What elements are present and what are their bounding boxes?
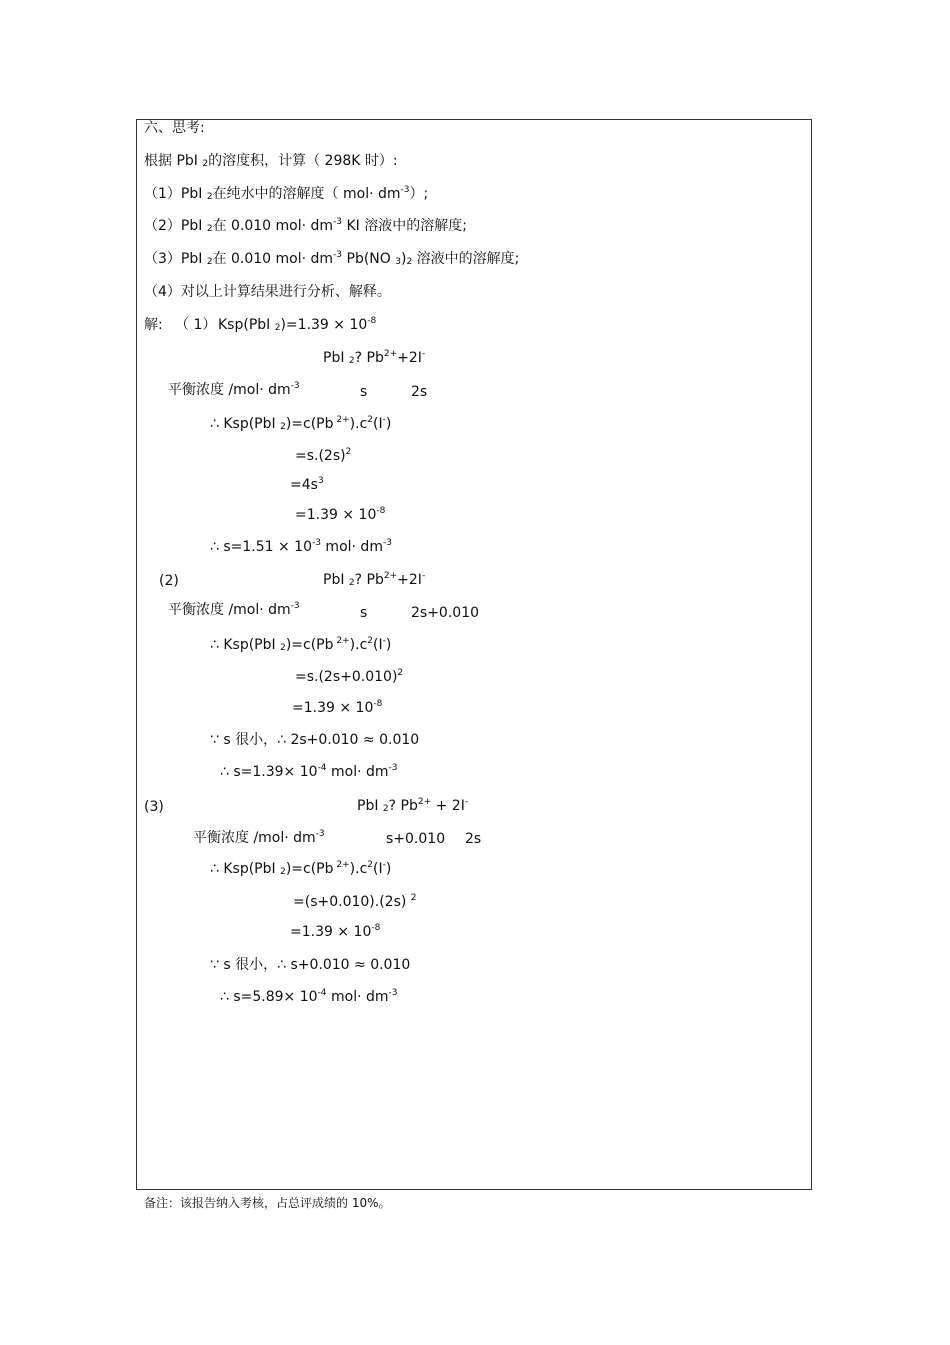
part1-step2: $=s.(2s)^2$ [295,447,352,464]
question-4: （4）对以上计算结果进行分析、解释。 [144,284,391,300]
report-frame [136,119,812,1190]
part1-step1: ∴ Ksp(PbI $_2$)=c(Pb $^{2+}).c^2(I^-)$ [210,415,392,432]
section-title: 六、思考: [144,120,205,136]
part2-result: ∴ $s=1.39\times 10^{-4}$ $mol\cdot dm^{-3}$ [220,763,398,780]
part3-step2: =(s+0.010).(2s) $^2$ [293,893,417,910]
part2-step2: $=s.(2s+0.010)^2$ [295,668,404,685]
part1-step4: $=1.39 \times 10^{-8}$ [295,506,386,523]
part3-equation: PbI $_2$? $Pb^{2+} + 2I^-$ [357,797,469,814]
part1-step3: $=4s^3$ [290,476,324,493]
part1-conc-pb: s [360,384,368,400]
part2-approx: ∵ s 很小，∴ 2s+0.010 ≈ 0.010 [210,732,420,748]
part3-step1: ∴ Ksp(PbI $_2$)=c(Pb $^{2+}).c^2(I^-)$ [210,860,392,877]
part3-result: ∴ $s=5.89\times 10^{-4}$ $mol\cdot dm^{-3}$ [220,988,398,1005]
question-1: （1）PbI $_2$在纯水中的溶解度（ $mol\cdot dm^{-3}$）; [144,185,429,202]
part3-conc-i: 2s [465,831,482,847]
part1-conc-label: 平衡浓度 $/mol\cdot dm^{-3}$ [168,381,300,398]
part2-conc-i: 2s+0.010 [411,605,480,621]
question-intro: 根据 PbI $_2$的溶度积，计算（ 298K 时）: [144,153,398,169]
part2-step1: ∴ Ksp(PbI $_2$)=c(Pb $^{2+}).c^2(I^-)$ [210,636,392,653]
part1-conc-i: 2s [411,384,428,400]
part2-label: (2) [159,573,179,589]
part3-conc-pb: s+0.010 [386,831,446,847]
part2-conc-pb: s [360,605,368,621]
question-3: （3）PbI $_2$在 0.010 $mol\cdot dm^{-3}$ Pb(NO $_3)_2$ 溶液中的溶解度; [144,250,520,267]
solution-label: 解: [144,317,163,333]
part3-label: (3) [144,799,164,815]
part2-equation: PbI $_2$? $Pb^{2+}+2I^-$ [323,571,426,588]
part2-conc-label: 平衡浓度 $/mol\cdot dm^{-3}$ [168,601,300,618]
part3-conc-label: 平衡浓度 $/mol\cdot dm^{-3}$ [193,829,325,846]
part3-step3: $=1.39 \times 10^{-8}$ [290,923,381,940]
part1-label: （ 1） [175,317,217,333]
footnote: 备注：该报告纳入考核，占总评成绩的 10%。 [144,1196,391,1210]
part1-ksp: Ksp(PbI $_2)=1.39 \times 10^{-8}$ [218,316,377,333]
part2-step3: $=1.39 \times 10^{-8}$ [292,699,383,716]
part3-approx: ∵ s 很小，∴ s+0.010 ≈ 0.010 [210,957,411,973]
part1-equation: PbI $_2$? $Pb^{2+}+2I^-$ [323,349,426,366]
part1-result: ∴ $s=1.51 \times 10^{-3}$ $mol\cdot dm^{-3}$ [210,538,392,555]
question-2: （2）PbI $_2$在 0.010 $mol\cdot dm^{-3}$ KI 溶液中的溶解度; [144,217,467,234]
